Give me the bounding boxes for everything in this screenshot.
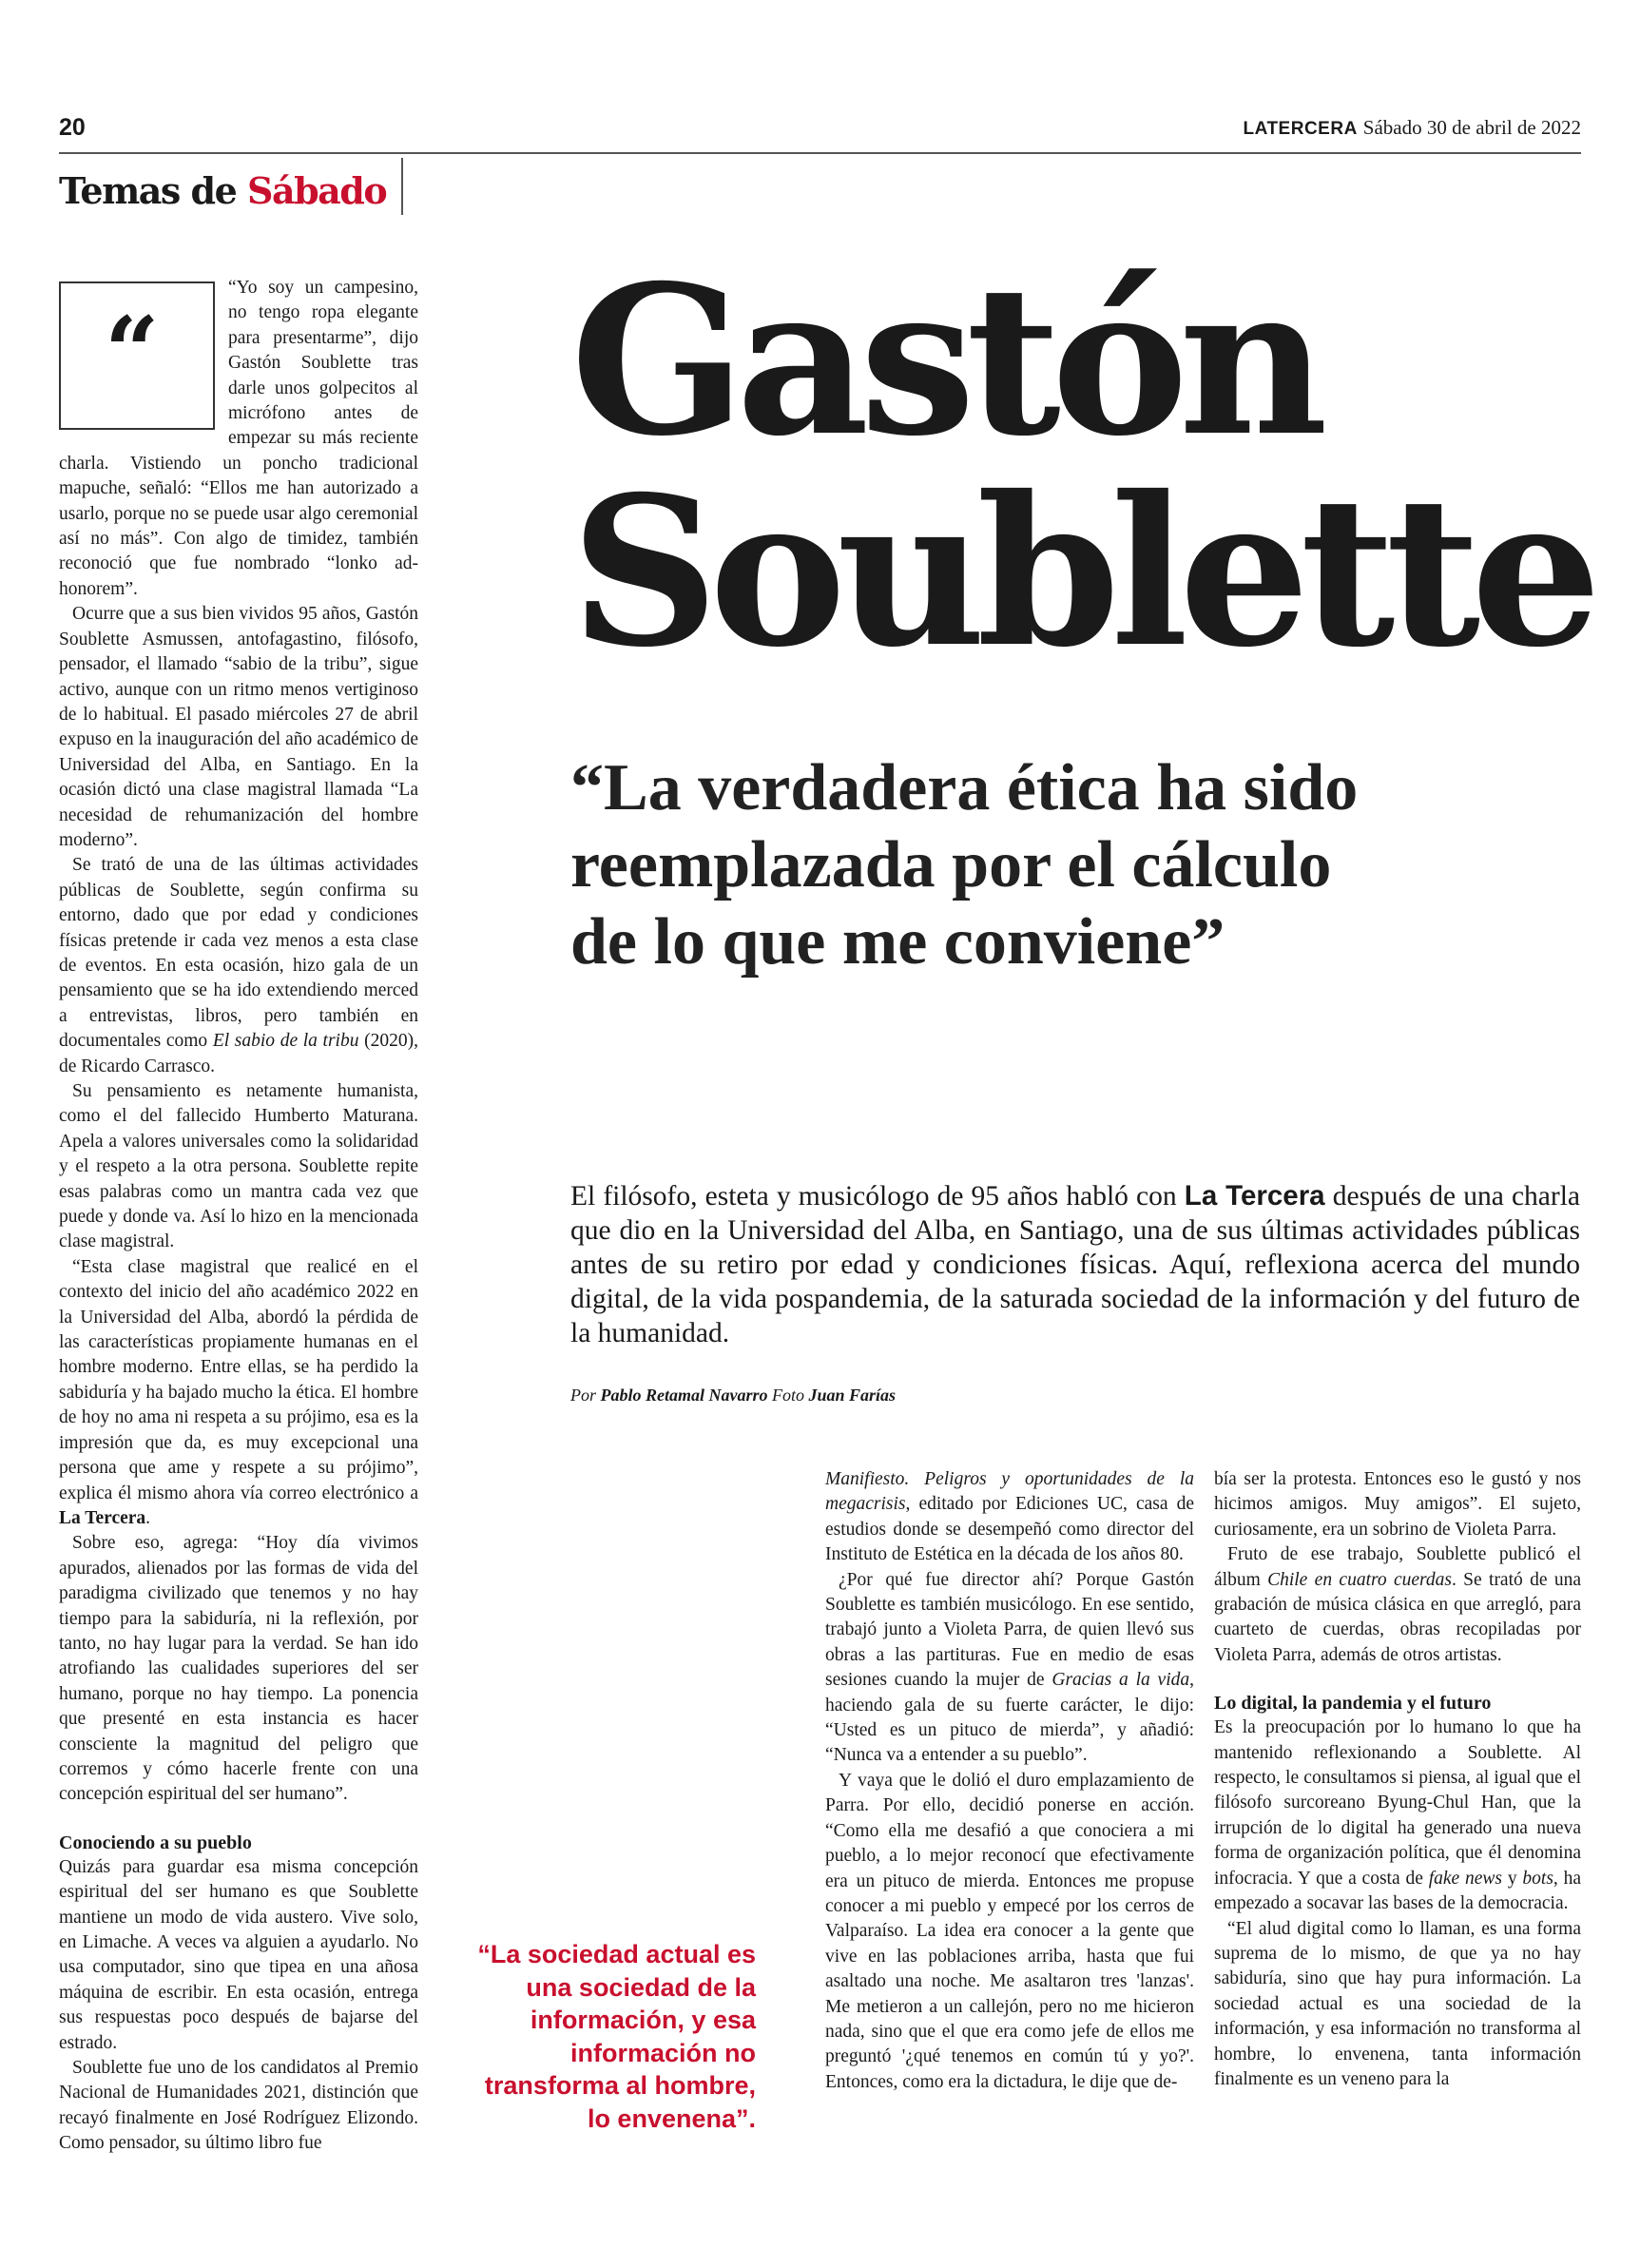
quote-mark-icon: “ [105, 296, 160, 408]
page-header [59, 114, 1581, 152]
paragraph-text: . Se trató de una grabación de música clásica en que arregló, para cuarteto de cuerdas, obras recopiladas por Violeta Parra, además de otros artistas. [1214, 1569, 1581, 1665]
paragraph [59, 853, 418, 1079]
paragraph: Sobre eso, agrega: “Hoy día vivimos apurados, alienados por las formas de vida del paradigma civilizado que tenemos y no hay tiempo para la sabiduría, ni la reflexión, por tanto, no hay lugar para la verdad. Se han ido atrofiando las cualidades superiores del ser humano, porque no hay tiempo. La ponencia que presenté en esta instancia es hacer consciente la magnitud del peligro que corremos y cómo hacerle frente con una concepción espiritual del ser humano”. [59, 1533, 418, 1805]
quote-icon-box [59, 281, 215, 430]
paragraph-text: (2020), de Ricardo Carrasco. [59, 1031, 418, 1076]
pull-quote [442, 1938, 756, 2135]
paragraph [825, 1568, 1194, 1769]
page-number: 20 [59, 114, 86, 141]
section-title [59, 169, 386, 212]
byline-label-author: Por [570, 1386, 596, 1405]
paragraph-text: Fruto de ese trabajo, Soublette publicó el álbum [1214, 1544, 1581, 1590]
article-column-2 [825, 1467, 1194, 2095]
subheading: Lo digital, la pandemia y el futuro [1214, 1693, 1492, 1715]
publication-name: La Tercera [59, 1507, 146, 1528]
paragraph-text: Se trató de una de las últimas actividades públicas de Soublette, según confirma su entorno, dado que por edad y condiciones físicas pretende ir cada vez menos a esta clase de eventos. En esta ocasión, hizo gala de un pensamiento que se ha ido extendiendo merced a entrevistas, libros, pero también en documentales como [59, 855, 418, 1052]
paragraph-text: , editado por Ediciones UC, casa de estudios donde se desempeñó como director del Instituto de Estética en la década de los años 80. [825, 1494, 1194, 1565]
italic-term: bots [1522, 1868, 1553, 1889]
paragraph [825, 1467, 1194, 1568]
paragraph: Ocurre que a sus bien vividos 95 años, Gastón Soublette Asmussen, antofagastino, filósofo, pensador, el llamado “sabio de la tribu”, sigue activo, aunque con un ritmo menos vertiginoso de lo habitual. El pasado miércoles 27 de abril expuso en la inauguración del año académico de Universidad del Alba, en Santiago. En la ocasión dictó una clase magistral llamada “La necesidad de rehumanización del hombre moderno”. [59, 604, 418, 850]
subhead-line-2: reemplazada por el cálculo [570, 828, 1332, 901]
headline-line-2: Soublette [570, 451, 1592, 692]
byline [570, 1386, 896, 1405]
paragraph [59, 1255, 418, 1531]
pull-quote-line: una sociedad de la [526, 1972, 756, 2002]
pull-quote-line: lo envenena”. [587, 2103, 756, 2133]
paragraph: bía ser la protesta. Entonces eso le gustó y nos hicimos amigos. Muy amigos”. El sujeto, curiosamente, era un sobrino de Violeta Parra. [1214, 1469, 1581, 1540]
deck-text-2: después de una charla que dio en la Universidad del Alba, en Santiago, una de sus últimas actividades públicas antes de su retiro por edad y condiciones físicas. Aquí, reflexiona acerca del mundo digital, de la vida pospandemia, de la saturada sociedad de la información y del futuro de la humanidad. [570, 1181, 1581, 1348]
section-divider [401, 158, 403, 215]
header-rule [59, 152, 1581, 154]
paragraph: Soublette fue uno de los candidatos al Premio Nacional de Humanidades 2021, distinción que recayó finalmente en José Rodríguez Elizondo. Como pensador, su último libro fue [59, 2058, 418, 2154]
italic-term: fake news [1428, 1868, 1502, 1889]
article-headline [570, 240, 1597, 692]
section-title-part2: Sábado [247, 169, 387, 212]
article-deck [570, 1179, 1580, 1350]
paragraph-text: , haciendo gala de su fuerte carácter, le dijo: “Usted es un pituco de mierda”, y añadió: “Nunca va a entender a su pueblo”. [825, 1670, 1195, 1766]
subheading: Conociendo a su pueblo [59, 1832, 252, 1853]
pull-quote-line: transforma al hombre, [484, 2071, 756, 2100]
song-title: Gracias a la vida [1052, 1670, 1190, 1691]
headline-line-1: Gastón [570, 240, 1319, 481]
pull-quote-line: información, y esa [530, 2006, 756, 2034]
paragraph-text: Es la preocupación por lo humano lo que ha mantenido reflexionando a Soublette. Al respecto, le consultamos si piensa, al igual que el filósofo surcoreano Byung-Chul Han, que la irrupción de lo digital ha generado una nueva forma de organización política, que él denomina infocracia. Y que a costa de [1214, 1717, 1581, 1889]
byline-author: Pablo Retamal Navarro [600, 1386, 768, 1405]
byline-photographer: Juan Farías [808, 1386, 897, 1405]
brand-name: LATERCERA [1243, 119, 1358, 139]
subhead-line-1: “La verdadera ética ha sido [570, 751, 1359, 824]
paragraph [1214, 1542, 1581, 1668]
paragraph: “El alud digital como lo llaman, es una forma suprema de lo mismo, de que ya no hay sabiduría, sino que hay pura información. La sociedad actual es una sociedad de la información, y esa información no transforma al hombre, lo envenena, tanta información finalmente es un veneno para la [1214, 1918, 1581, 2089]
paragraph: Quizás para guardar esa misma concepción espiritual del ser humano es que Soublette mantiene un modo de vida austero. Vive solo, en Limache. A veces va alguien a ayudarlo. No usa computador, sino que tipea en una añosa máquina de escribir. En esta ocasión, entrega sus respuestas poco después de bajarse del estrado. [59, 1856, 418, 2053]
deck-text-1: El filósofo, esteta y musicólogo de 95 años habló con [570, 1181, 1177, 1212]
section-title-part1: Temas de [59, 169, 237, 212]
pull-quote-line: “La sociedad actual es [477, 1940, 756, 1968]
article-subhead [570, 749, 1597, 980]
issue-date: Sábado 30 de abril de 2022 [1362, 116, 1581, 139]
paragraph: Su pensamiento es netamente humanista, como el del fallecido Humberto Maturana. Apela a valores universales como la solidaridad y el respeto a la otra persona. Soublette repite esas palabras como un mantra cada vez que puede y donde va. Así lo hizo en la mencionada clase magistral. [59, 1081, 418, 1252]
paragraph-text: . [145, 1507, 151, 1528]
paragraph [1214, 1716, 1581, 1916]
paragraph-text: “Esta clase magistral que realicé en el contexto del inicio del año académico 2022 en la Universidad del Alba, abordó la pérdida de las características propiamente humanas en el hombre moderno. Entre ellas, se ha perdido la sabiduría y ha bajado mucho la ética. El hombre de hoy no ama ni respeta a su prójimo, esa es la impresión que da, es muy excepcional una persona que ame y respete a su prójimo”, explica él mismo ahora vía correo electrónico a [59, 1256, 418, 1503]
paragraph-text: , ha empezado a socavar las bases de la democracia. [1214, 1868, 1582, 1914]
article-column-3 [1214, 1467, 1581, 2092]
documentary-title: El sabio de la tribu [212, 1031, 359, 1052]
book-title: Manifiesto. Peligros y oportunidades de la megacrisis [825, 1469, 1194, 1515]
deck-publication: La Tercera [1184, 1180, 1325, 1212]
article-column-1 [59, 276, 418, 2157]
paragraph: Y vaya que le dolió el duro emplazamiento de Parra. Por ello, decidió ponerse en acción. “Como ella me desafió a que conociera a mi pueblo, a lo mejor reconocí que efectivamente era un pituco de mierda. Entonces me propuse conocer a mi pueblo y empecé por los cerros de Valparaíso. La idea era conocer a la gente que vive en las poblaciones arriba, hasta que fui asaltado una noche. Me asaltaron tres 'lanzas'. Me metieron a un callejón, pero no me hicieron nada, sino que el que era como jefe de ellos me preguntó '¿qué tenemos en común tú y yo?'. Entonces, como era la dictadura, le dije que de- [825, 1770, 1194, 2092]
subhead-line-3: de lo que me conviene” [570, 905, 1225, 979]
paragraph-text: ¿Por qué fue director ahí? Porque Gastón Soublette es también musicólogo. En ese sentido, trabajó junto a Violeta Parra, de quien llevó sus obras a las partituras. Fue en medio de esas sesiones cuando la mujer de [825, 1569, 1194, 1691]
masthead [1244, 116, 1581, 140]
pull-quote-line: información no [570, 2038, 756, 2067]
byline-label-photo: Foto [772, 1386, 804, 1405]
album-title: Chile en cuatro cuerdas [1267, 1569, 1452, 1590]
paragraph-text: y [1507, 1868, 1517, 1889]
paragraph: “Yo soy un campesino, no tengo ropa elegante para presentarme”, dijo Gastón Soublette tras darle unos golpecitos al micrófono antes de empezar su más reciente charla. Vistiendo un poncho tradicional mapuche, señaló: “Ellos me han autorizado a usarlo, porque no se puede usar algo ceremonial así no más”. Con algo de timidez, también reconoció que fue nombrado “lonko ad-honorem”. [59, 278, 418, 599]
